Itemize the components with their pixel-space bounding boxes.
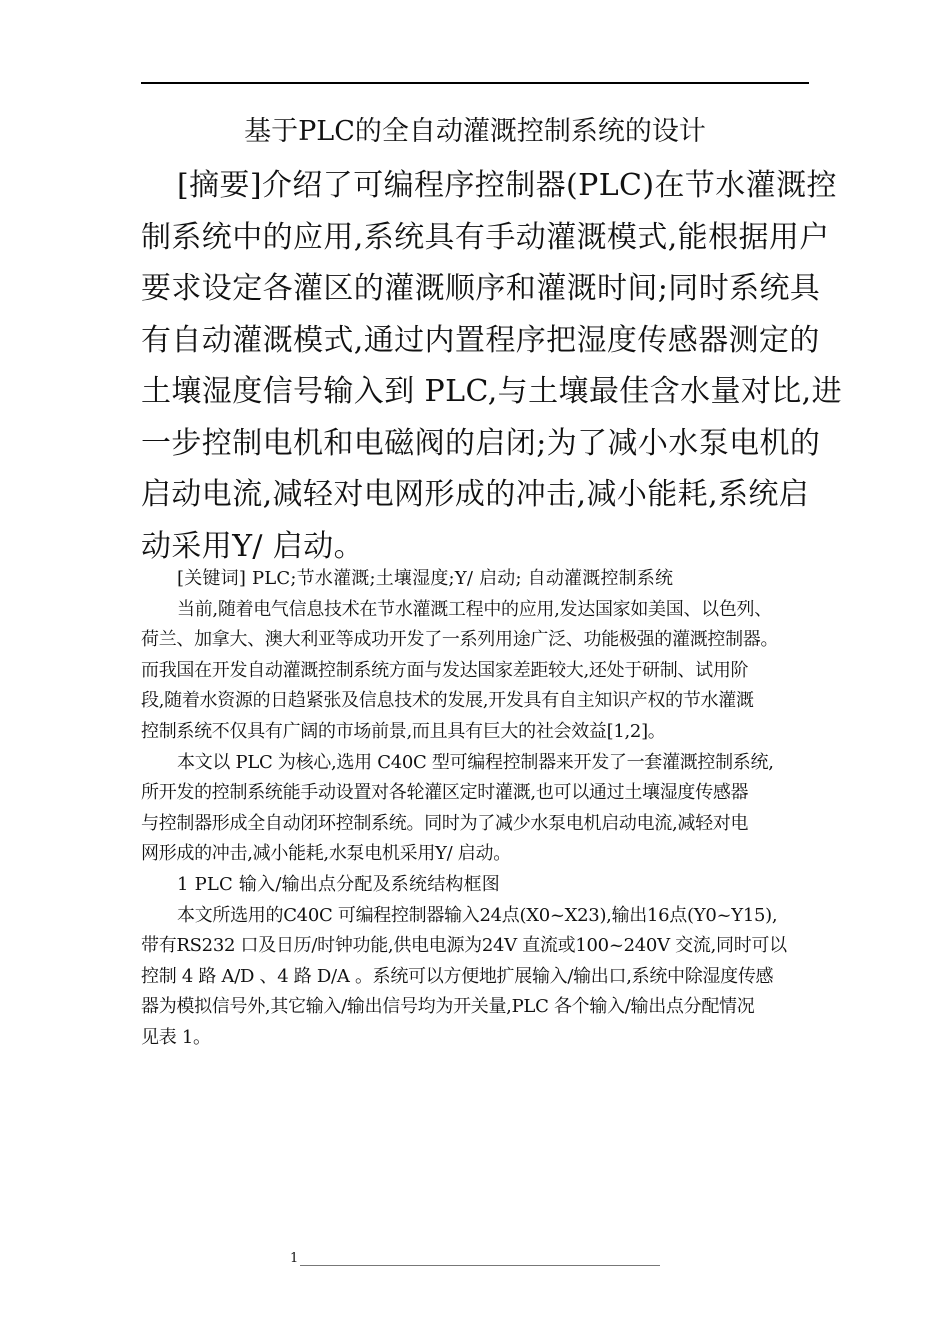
paragraph-line: 器为模拟信号外,其它输入/输出信号均为开关量,PLC 各个输入/输出点分配情况 bbox=[141, 996, 755, 1018]
abstract-line: 一步控制电机和电磁阀的启闭;为了减小水泵电机的 bbox=[141, 425, 821, 461]
abstract-line: 土壤湿度信号输入到 PLC,与土壤最佳含水量对比,进 bbox=[141, 374, 842, 409]
paragraph-line: 本文所选用的C40C 可编程控制器输入24点(X0~X23),输出16点(Y0~Y15), bbox=[177, 904, 778, 926]
paragraph-line: 而我国在开发自动灌溉控制系统方面与发达国家差距较大,还处于研制、试用阶 bbox=[141, 659, 749, 681]
paragraph-line: 控制 4 路 A/D 、4 路 D/A 。系统可以方便地扩展输入/输出口,系统中除湿度传感 bbox=[141, 965, 774, 987]
paragraph-line: 控制系统不仅具有广阔的市场前景,而且具有巨大的社会效益[1,2]。 bbox=[141, 720, 666, 742]
paragraph-line: 与控制器形成全自动闭环控制系统。同时为了减少水泵电机启动电流,减轻对电 bbox=[141, 812, 749, 834]
abstract-line: 制系统中的应用,系统具有手动灌溉模式,能根据用户 bbox=[141, 219, 830, 255]
footer-rule bbox=[300, 1265, 660, 1266]
abstract-line: 动采用Y/ 启动。 bbox=[141, 528, 365, 564]
abstract-line: 要求设定各灌区的灌溉顺序和灌溉时间;同时系统具 bbox=[141, 271, 821, 306]
paragraph-line: 荷兰、加拿大、澳大利亚等成功开发了一系列用途广泛、功能极强的灌溉控制器。 bbox=[141, 629, 779, 651]
page-number: 1 bbox=[290, 1251, 299, 1266]
paragraph-line: 见表 1。 bbox=[141, 1026, 211, 1048]
abstract-line: [摘要]介绍了可编程序控制器(PLC)在节水灌溉控 bbox=[177, 168, 837, 203]
body-text bbox=[141, 564, 811, 1054]
abstract-block bbox=[141, 160, 842, 572]
paragraph-line: 本文以 PLC 为核心,选用 C40C 型可编程控制器来开发了一套灌溉控制系统, bbox=[177, 751, 774, 773]
section-heading: 1 PLC 输入/输出点分配及系统结构框图 bbox=[177, 873, 500, 895]
page-footer bbox=[290, 1251, 660, 1269]
paragraph-line: 网形成的冲击,减小能耗,水泵电机采用Y/ 启动。 bbox=[141, 843, 511, 865]
keywords-line: [关键词] PLC;节水灌溉;土壤湿度;Y/ 启动; 自动灌溉控制系统 bbox=[177, 568, 674, 589]
abstract-line: 启动电流,减轻对电网形成的冲击,减小能耗,系统启 bbox=[141, 477, 810, 512]
paragraph-line: 所开发的控制系统能手动设置对各轮灌区定时灌溉,也可以通过土壤湿度传感器 bbox=[141, 782, 749, 804]
paragraph-line: 带有RS232 口及日历/时钟功能,供电电源为24V 直流或100~240V 交流,同时可以 bbox=[141, 935, 787, 957]
paragraph-line: 段,随着水资源的日趋紧张及信息技术的发展,开发具有自主知识产权的节水灌溉 bbox=[141, 690, 754, 712]
header-rule bbox=[141, 82, 809, 84]
paragraph-line: 当前,随着电气信息技术在节水灌溉工程中的应用,发达国家如美国、以色列、 bbox=[177, 598, 772, 620]
document-title: 基于PLC的全自动灌溉控制系统的设计 bbox=[244, 116, 706, 147]
abstract-line: 有自动灌溉模式,通过内置程序把湿度传感器测定的 bbox=[141, 322, 820, 358]
